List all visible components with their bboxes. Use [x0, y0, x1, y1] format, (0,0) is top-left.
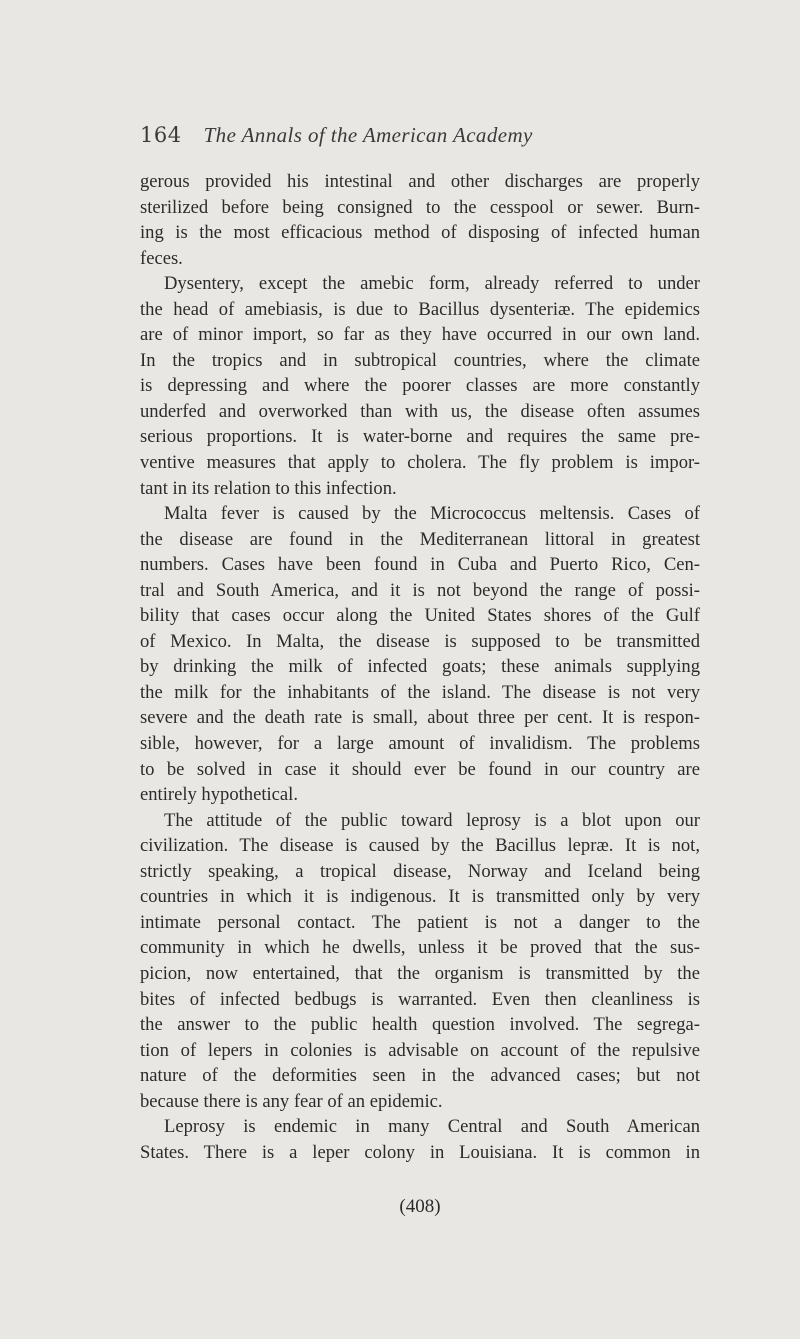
- paragraph: [140, 1114, 700, 1165]
- text-line: to be solved in case it should ever be found in our country are: [140, 758, 700, 780]
- text-line: picion, now entertained, that the organism is transmitted by the: [140, 962, 700, 984]
- text-line: numbers. Cases have been found in Cuba and Puerto Rico, Cen-: [140, 554, 700, 576]
- text-line: Leprosy is endemic in many Central and South American: [164, 1116, 700, 1138]
- text-line: are of minor import, so far as they have occurred in our own land.: [140, 324, 700, 346]
- text-line: Dysentery, except the amebic form, already referred to under: [164, 273, 700, 295]
- running-header: [140, 120, 740, 150]
- text-line: the disease are found in the Mediterranean littoral in greatest: [140, 528, 700, 550]
- text-line: In the tropics and in subtropical countries, where the climate: [140, 349, 700, 371]
- text-line: sible, however, for a large amount of invalidism. The problems: [140, 733, 700, 755]
- text-line: because there is any fear of an epidemic.: [140, 1090, 443, 1112]
- text-line: nature of the deformities seen in the advanced cases; but not: [140, 1065, 700, 1087]
- body-text: [140, 169, 700, 1165]
- text-line: strictly speaking, a tropical disease, Norway and Iceland being: [140, 860, 700, 882]
- folio-number: (408): [399, 1196, 441, 1217]
- text-line: The attitude of the public toward leprosy is a blot upon our: [164, 809, 700, 831]
- paragraph: [140, 169, 700, 271]
- text-line: serious proportions. It is water-borne and requires the same pre-: [140, 426, 700, 448]
- text-line: bility that cases occur along the United States shores of the Gulf: [140, 605, 700, 627]
- text-line: community in which he dwells, unless it be proved that the sus-: [140, 937, 700, 959]
- text-line: ing is the most efficacious method of disposing of infected human: [140, 222, 700, 244]
- text-line: tion of lepers in colonies is advisable on account of the repulsive: [140, 1039, 700, 1061]
- text-line: the head of amebiasis, is due to Bacillus dysenteriæ. The epidemics: [140, 298, 700, 320]
- text-line: underfed and overworked than with us, the disease often assumes: [140, 400, 700, 422]
- text-line: the answer to the public health question involved. The segrega-: [140, 1014, 700, 1036]
- text-line: countries in which it is indigenous. It is transmitted only by very: [140, 886, 700, 908]
- page-number: 164: [140, 123, 182, 147]
- text-line: sterilized before being consigned to the cesspool or sewer. Burn-: [140, 196, 700, 218]
- text-line: intimate personal contact. The patient is not a danger to the: [140, 911, 700, 933]
- text-line: tral and South America, and it is not beyond the range of possi-: [140, 579, 700, 601]
- text-line: the milk for the inhabitants of the island. The disease is not very: [140, 681, 700, 703]
- text-line: of Mexico. In Malta, the disease is supposed to be transmitted: [140, 630, 700, 652]
- text-line: gerous provided his intestinal and other discharges are properly: [140, 171, 700, 192]
- text-line: entirely hypothetical.: [140, 784, 298, 806]
- paragraph: [140, 808, 700, 1115]
- text-line: by drinking the milk of infected goats; these animals supplying: [140, 656, 700, 678]
- text-line: is depressing and where the poorer classes are more constantly: [140, 375, 700, 397]
- text-line: tant in its relation to this infection.: [140, 477, 397, 499]
- text-line: bites of infected bedbugs is warranted. Even then cleanliness is: [140, 988, 700, 1010]
- text-line: feces.: [140, 247, 183, 269]
- text-line: Malta fever is caused by the Micrococcus meltensis. Cases of: [164, 503, 700, 525]
- text-line: severe and the death rate is small, about three per cent. It is respon-: [140, 707, 700, 729]
- running-title: The Annals of the American Academy: [203, 123, 533, 147]
- text-line: ventive measures that apply to cholera. The fly problem is impor-: [140, 452, 700, 474]
- paragraph: [140, 501, 700, 808]
- paragraph: [140, 271, 700, 501]
- text-line: States. There is a leper colony in Louisiana. It is common in: [140, 1141, 700, 1163]
- text-line: civilization. The disease is caused by the Bacillus lepræ. It is not,: [140, 835, 700, 857]
